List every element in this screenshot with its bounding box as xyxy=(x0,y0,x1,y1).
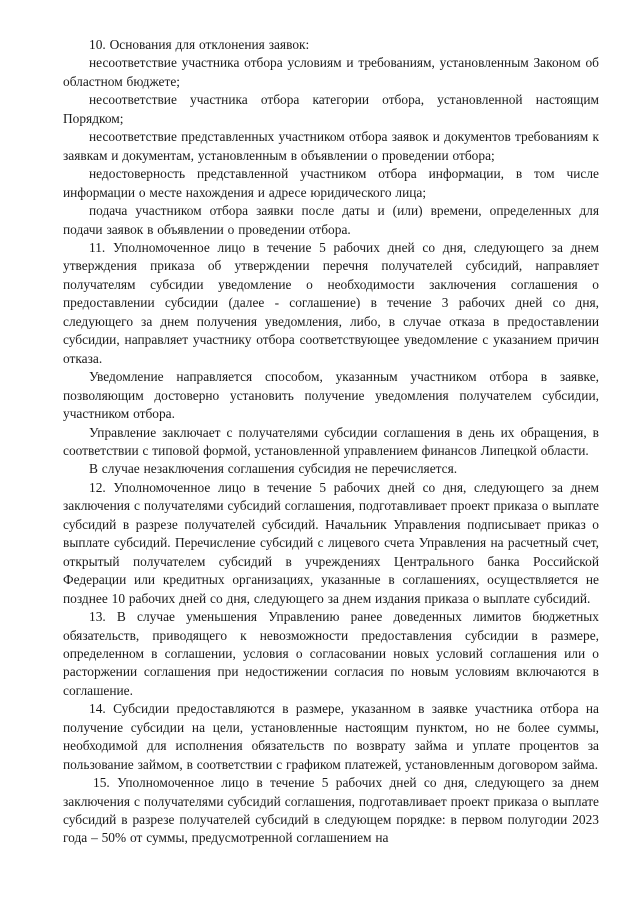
paragraph-reject-reason-3: несоответствие представленных участником отбора заявок и документов требованиям к заявкам и документам, установленным в объявлении о проведении отбора; xyxy=(63,129,599,163)
paragraph-14: 14. Субсидии предоставляются в размере, указанном в заявке участника отбора на получение субсидии на цели, установленные настоящим пунктом, но не более суммы, необходимой для исполнения обязательств по возврату займа и уплате процентов за пользование займом, в соответствии с графиком платежей, установленным договором займа. xyxy=(63,701,599,772)
paragraph-reject-reason-2: несоответствие участника отбора категории отбора, установленной настоящим Порядком; xyxy=(63,92,599,126)
paragraph-11: 11. Уполномоченное лицо в течение 5 рабочих дней со дня, следующего за днем утверждения приказа об утверждении перечня получателей субсидий, направляет получателям субсидии уведомление о необходимости заключения соглашения о предоставлении субсидии (далее - соглашение) в течение 3 рабочих дней со дня, следующего за днем получения уведомления, либо, в случае отказа в предоставлении субсидии, направляет участнику отбора соответствующее уведомление с указанием причин отказа. xyxy=(63,239,599,366)
paragraph-12: 12. Уполномоченное лицо в течение 5 рабочих дней со дня, следующего за днем заключения с получателями субсидий соглашения, подготавливает проект приказа о выплате субсидий в разрезе получателей субсидий. Начальник Управления подписывает приказ о выплате субсидий. Перечисление субсидий с лицевого счета Управления на расчетный счет, открытый получателем субсидий в учреждениях Центрального банка Российской Федерации или кредитных организациях, указанные в соглашениях, осуществляется не позднее 10 рабочих дней со дня, следующего за днем издания приказа о выплате субсидий. xyxy=(63,479,599,606)
paragraph-10-heading: 10. Основания для отклонения заявок: xyxy=(89,37,310,52)
paragraph-13: 13. В случае уменьшения Управлению ранее доведенных лимитов бюджетных обязательств, приводящего к невозможности предоставления субсидии в размере, определенном в соглашении, условия о согласовании новых условий соглашения или о расторжении соглашения при недостижении согласия по новым условиям включаются в соглашение. xyxy=(63,609,599,698)
paragraph-11-agreement: Управление заключает с получателями субсидии соглашения в день их обращения, в соответствии с типовой формой, установленной управлением финансов Липецкой области. xyxy=(63,424,599,458)
paragraph-reject-reason-1: несоответствие участника отбора условиям и требованиям, установленным Законом об областном бюджете; xyxy=(63,55,599,89)
paragraph-11-no-agreement: В случае незаключения соглашения субсидия не перечисляется. xyxy=(89,461,458,477)
paragraph-15: 15. Уполномоченное лицо в течение 5 рабочих дней со дня, следующего за днем заключения с получателями субсидий соглашения, подготавливает проект приказа о выплате субсидий в разрезе получателей субсидий в следующем порядке: в первом полугодии 2023 года – 50% от суммы, предусмотренной соглашением на xyxy=(63,775,599,846)
paragraph-reject-reason-4: недостоверность представленной участником отбора информации, в том числе информации о месте нахождения и адресе юридического лица; xyxy=(63,166,599,200)
paragraph-11-notification: Уведомление направляется способом, указанным участником отбора в заявке, позволяющим достоверно установить получение уведомления получателем субсидии, участником отбора. xyxy=(63,369,599,422)
paragraph-reject-reason-5: подача участником отбора заявки после даты и (или) времени, определенных для подачи заявок в объявлении о проведении отбора. xyxy=(63,203,599,237)
document-page xyxy=(63,36,599,848)
